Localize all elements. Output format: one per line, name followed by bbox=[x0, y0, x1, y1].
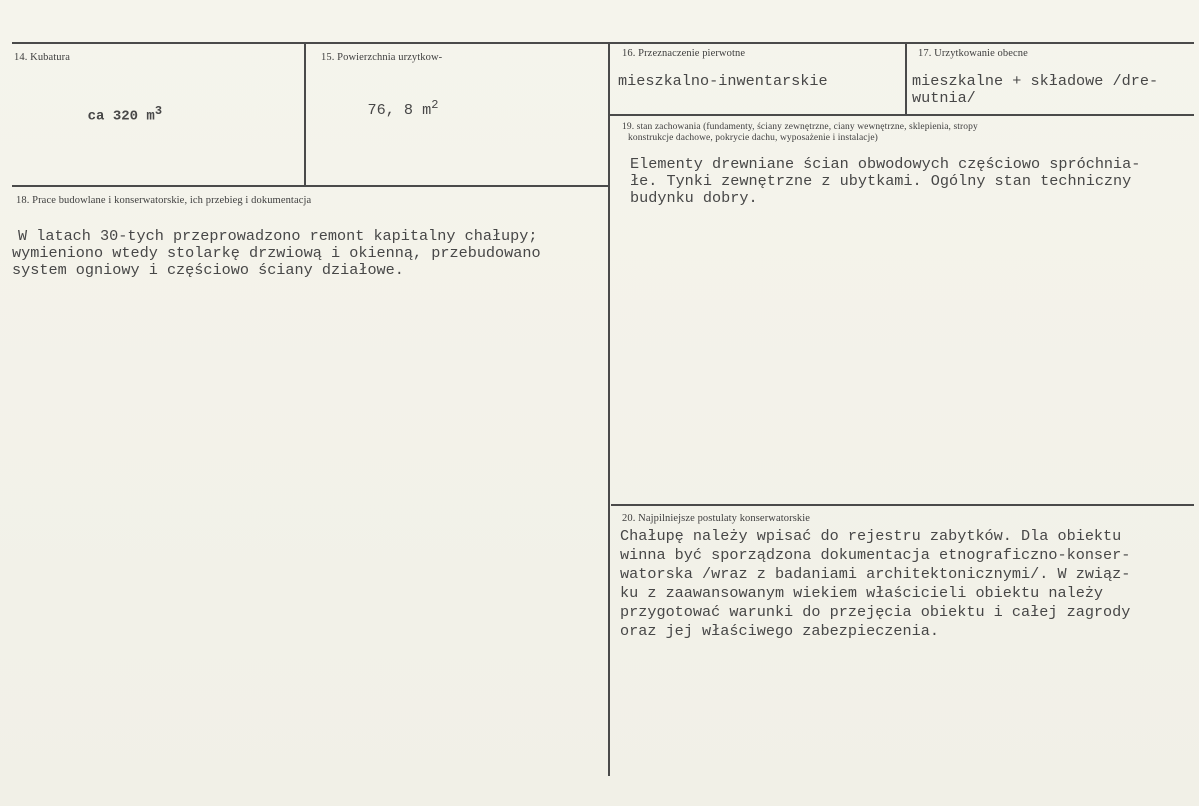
field-16-value: mieszkalno-inwentarskie bbox=[618, 72, 828, 90]
field-14-unit-sup: 3 bbox=[154, 103, 163, 118]
field-17-label: 17. Urzytkowanie obecne bbox=[918, 48, 1028, 59]
rule-below-14-15 bbox=[12, 185, 609, 187]
field-14-text: ca 320 m bbox=[87, 108, 155, 125]
rule-below-16-17 bbox=[609, 114, 1194, 116]
field-20-value-line-3: watorska /wraz z badaniami architektonicznymi/. W związ- bbox=[620, 565, 1131, 583]
field-20-label: 20. Najpilniejsze postulaty konserwatorskie bbox=[622, 513, 811, 524]
field-20-value-line-5: przygotować warunki do przejęcia obiektu i całej zagrody bbox=[620, 603, 1131, 621]
divider-14-15 bbox=[304, 42, 306, 186]
field-15-value bbox=[331, 76, 438, 140]
field-14-label: 14. Kubatura bbox=[14, 52, 71, 63]
field-15-text: 76, 8 m bbox=[367, 100, 432, 119]
field-19-label-line-1: 19. stan zachowania (fundamenty, ściany zewnętrzne, ciany wewnętrzne, sklepienia, stropy bbox=[622, 122, 978, 132]
top-rule bbox=[12, 42, 1194, 44]
field-14-value bbox=[54, 82, 162, 146]
field-18-value-line-3: system ogniowy i częściowo ściany działowe. bbox=[12, 261, 404, 279]
rule-above-20 bbox=[611, 504, 1194, 506]
field-18-label: 18. Prace budowlane i konserwatorskie, ich przebieg i dokumentacja bbox=[16, 195, 312, 206]
divider-16-17 bbox=[905, 42, 907, 115]
field-19-label-line-2: konstrukcje dachowe, pokrycie dachu, wyposażenie i instalacje) bbox=[628, 133, 878, 143]
field-19-value-line-2: łe. Tynki zewnętrzne z ubytkami. Ogólny stan techniczny bbox=[630, 172, 1132, 190]
main-vertical-divider bbox=[608, 42, 610, 776]
field-20-value-line-6: oraz jej właściwego zabezpieczenia. bbox=[620, 622, 939, 640]
field-15-label: 15. Powierzchnia urzytkow- bbox=[321, 52, 443, 63]
field-18-value-line-1: W latach 30-tych przeprowadzono remont kapitalny chałupy; bbox=[18, 227, 538, 245]
field-19-value-line-3: budynku dobry. bbox=[630, 189, 758, 207]
field-18-value-line-2: wymieniono wtedy stolarkę drzwiową i okienną, przebudowano bbox=[12, 244, 541, 262]
field-19-value-line-1: Elementy drewniane ścian obwodowych częściowo spróchnia- bbox=[630, 155, 1141, 173]
field-15-unit-sup: 2 bbox=[431, 97, 439, 112]
field-20-value-line-4: ku z zaawansowanym wiekiem właścicieli obiektu należy bbox=[620, 584, 1104, 602]
field-16-label: 16. Przeznaczenie pierwotne bbox=[622, 48, 746, 59]
field-17-value-line-1: mieszkalne + składowe /dre- bbox=[912, 72, 1159, 90]
field-17-value-line-2: wutnia/ bbox=[912, 89, 976, 107]
field-20-value-line-1: Chałupę należy wpisać do rejestru zabytków. Dla obiektu bbox=[620, 527, 1122, 545]
field-20-value-line-2: winna być sporządzona dokumentacja etnograficzno-konser- bbox=[620, 546, 1131, 564]
